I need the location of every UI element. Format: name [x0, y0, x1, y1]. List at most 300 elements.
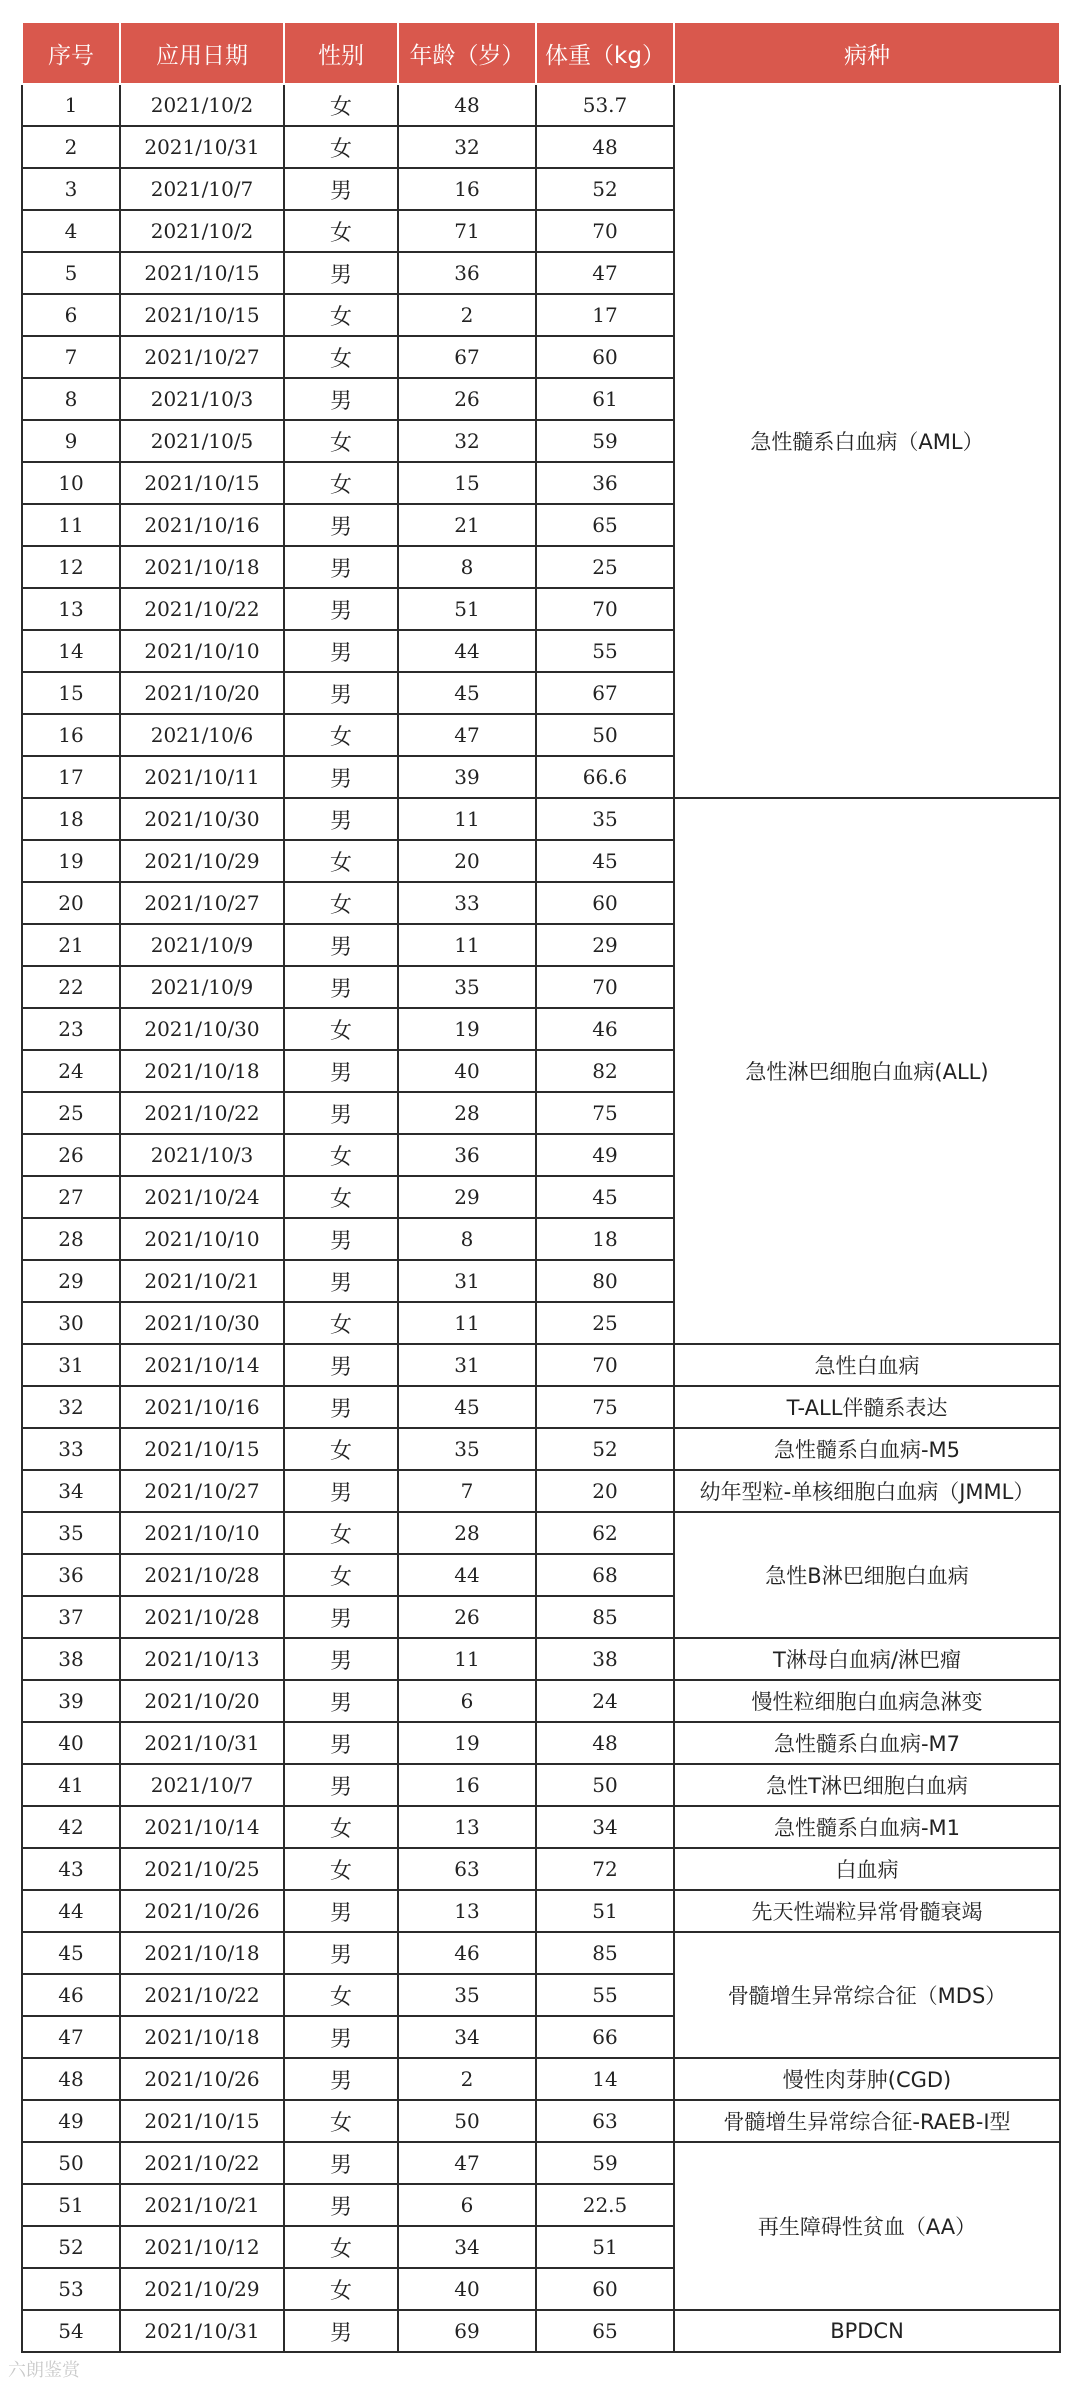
row-index-cell: 47 — [22, 2016, 120, 2058]
row-index-cell: 25 — [22, 1092, 120, 1134]
row-age-cell: 32 — [398, 126, 536, 168]
row-index-cell: 22 — [22, 966, 120, 1008]
table-row — [22, 1386, 1060, 1428]
row-sex-cell: 男 — [284, 168, 398, 210]
row-weight-cell: 45 — [536, 840, 674, 882]
row-age-cell: 16 — [398, 1764, 536, 1806]
row-weight-cell: 45 — [536, 1176, 674, 1218]
row-weight-cell: 62 — [536, 1512, 674, 1554]
row-sex-cell: 女 — [284, 336, 398, 378]
row-disease-cell: 再生障碍性贫血（AA） — [674, 2142, 1060, 2310]
row-age-cell: 28 — [398, 1092, 536, 1134]
table-row — [22, 1722, 1060, 1764]
row-age-cell: 2 — [398, 294, 536, 336]
row-sex-cell: 男 — [284, 756, 398, 798]
row-weight-cell: 14 — [536, 2058, 674, 2100]
row-age-cell: 8 — [398, 1218, 536, 1260]
row-age-cell: 36 — [398, 252, 536, 294]
row-sex-cell: 男 — [284, 546, 398, 588]
row-disease-cell: 急性淋巴细胞白血病(ALL) — [674, 798, 1060, 1344]
row-age-cell: 31 — [398, 1260, 536, 1302]
row-disease-cell: 慢性粒细胞白血病急淋变 — [674, 1680, 1060, 1722]
table-row — [22, 2100, 1060, 2142]
row-disease-cell: T淋母白血病/淋巴瘤 — [674, 1638, 1060, 1680]
row-weight-cell: 82 — [536, 1050, 674, 1092]
row-sex-cell: 女 — [284, 1974, 398, 2016]
row-date-cell: 2021/10/6 — [120, 714, 284, 756]
row-date-cell: 2021/10/12 — [120, 2226, 284, 2268]
table-row — [22, 1428, 1060, 1470]
row-sex-cell: 男 — [284, 2058, 398, 2100]
row-date-cell: 2021/10/18 — [120, 546, 284, 588]
row-sex-cell: 女 — [284, 126, 398, 168]
table-row — [22, 84, 1060, 126]
table-row — [22, 1890, 1060, 1932]
row-sex-cell: 男 — [284, 1050, 398, 1092]
row-disease-cell: 急性T淋巴细胞白血病 — [674, 1764, 1060, 1806]
row-disease-cell: 骨髓增生异常综合征-RAEB-I型 — [674, 2100, 1060, 2142]
row-age-cell: 26 — [398, 378, 536, 420]
row-sex-cell: 男 — [284, 1596, 398, 1638]
row-sex-cell: 女 — [284, 2226, 398, 2268]
row-weight-cell: 70 — [536, 1344, 674, 1386]
row-age-cell: 16 — [398, 168, 536, 210]
row-index-cell: 51 — [22, 2184, 120, 2226]
row-age-cell: 11 — [398, 1302, 536, 1344]
row-index-cell: 46 — [22, 1974, 120, 2016]
row-sex-cell: 男 — [284, 1890, 398, 1932]
row-index-cell: 43 — [22, 1848, 120, 1890]
row-disease-cell: 急性髓系白血病-M1 — [674, 1806, 1060, 1848]
row-index-cell: 28 — [22, 1218, 120, 1260]
row-date-cell: 2021/10/27 — [120, 1470, 284, 1512]
row-disease-cell: 急性白血病 — [674, 1344, 1060, 1386]
row-age-cell: 36 — [398, 1134, 536, 1176]
row-sex-cell: 女 — [284, 840, 398, 882]
row-age-cell: 31 — [398, 1344, 536, 1386]
row-disease-cell: 急性髓系白血病-M5 — [674, 1428, 1060, 1470]
row-age-cell: 13 — [398, 1890, 536, 1932]
row-sex-cell: 女 — [284, 1134, 398, 1176]
row-date-cell: 2021/10/10 — [120, 630, 284, 672]
table-body — [22, 84, 1060, 2352]
row-sex-cell: 男 — [284, 630, 398, 672]
row-weight-cell: 20 — [536, 1470, 674, 1512]
row-age-cell: 50 — [398, 2100, 536, 2142]
row-weight-cell: 60 — [536, 336, 674, 378]
row-weight-cell: 75 — [536, 1092, 674, 1134]
row-age-cell: 15 — [398, 462, 536, 504]
row-disease-cell: 先天性端粒异常骨髓衰竭 — [674, 1890, 1060, 1932]
row-index-cell: 27 — [22, 1176, 120, 1218]
row-index-cell: 14 — [22, 630, 120, 672]
header-disease: 病种 — [674, 22, 1060, 84]
row-age-cell: 29 — [398, 1176, 536, 1218]
row-index-cell: 21 — [22, 924, 120, 966]
row-index-cell: 1 — [22, 84, 120, 126]
row-sex-cell: 男 — [284, 2310, 398, 2352]
table-row — [22, 2310, 1060, 2352]
row-weight-cell: 70 — [536, 966, 674, 1008]
row-index-cell: 54 — [22, 2310, 120, 2352]
row-weight-cell: 46 — [536, 1008, 674, 1050]
row-index-cell: 52 — [22, 2226, 120, 2268]
row-index-cell: 10 — [22, 462, 120, 504]
row-sex-cell: 女 — [284, 882, 398, 924]
row-age-cell: 48 — [398, 84, 536, 126]
table-header-row — [22, 22, 1060, 84]
row-index-cell: 29 — [22, 1260, 120, 1302]
row-date-cell: 2021/10/16 — [120, 504, 284, 546]
row-age-cell: 6 — [398, 2184, 536, 2226]
row-weight-cell: 25 — [536, 1302, 674, 1344]
row-age-cell: 7 — [398, 1470, 536, 1512]
row-index-cell: 7 — [22, 336, 120, 378]
row-sex-cell: 女 — [284, 1512, 398, 1554]
row-index-cell: 40 — [22, 1722, 120, 1764]
row-disease-cell: 急性髓系白血病-M7 — [674, 1722, 1060, 1764]
row-index-cell: 34 — [22, 1470, 120, 1512]
row-index-cell: 50 — [22, 2142, 120, 2184]
table-row — [22, 1932, 1060, 1974]
row-index-cell: 35 — [22, 1512, 120, 1554]
row-weight-cell: 61 — [536, 378, 674, 420]
row-weight-cell: 48 — [536, 126, 674, 168]
row-date-cell: 2021/10/7 — [120, 168, 284, 210]
table-row — [22, 798, 1060, 840]
row-sex-cell: 女 — [284, 2268, 398, 2310]
row-sex-cell: 女 — [284, 1806, 398, 1848]
row-age-cell: 20 — [398, 840, 536, 882]
row-weight-cell: 38 — [536, 1638, 674, 1680]
row-sex-cell: 男 — [284, 798, 398, 840]
row-age-cell: 19 — [398, 1722, 536, 1764]
row-age-cell: 13 — [398, 1806, 536, 1848]
row-weight-cell: 67 — [536, 672, 674, 714]
row-weight-cell: 68 — [536, 1554, 674, 1596]
row-date-cell: 2021/10/21 — [120, 1260, 284, 1302]
row-sex-cell: 女 — [284, 294, 398, 336]
row-date-cell: 2021/10/9 — [120, 966, 284, 1008]
row-age-cell: 35 — [398, 1974, 536, 2016]
row-sex-cell: 女 — [284, 1554, 398, 1596]
row-date-cell: 2021/10/26 — [120, 2058, 284, 2100]
row-sex-cell: 女 — [284, 1428, 398, 1470]
row-date-cell: 2021/10/30 — [120, 1302, 284, 1344]
row-index-cell: 5 — [22, 252, 120, 294]
row-date-cell: 2021/10/24 — [120, 1176, 284, 1218]
row-weight-cell: 22.5 — [536, 2184, 674, 2226]
row-age-cell: 40 — [398, 2268, 536, 2310]
row-index-cell: 18 — [22, 798, 120, 840]
header-index: 序号 — [22, 22, 120, 84]
row-date-cell: 2021/10/27 — [120, 336, 284, 378]
row-weight-cell: 66.6 — [536, 756, 674, 798]
row-weight-cell: 75 — [536, 1386, 674, 1428]
row-weight-cell: 50 — [536, 1764, 674, 1806]
row-date-cell: 2021/10/28 — [120, 1554, 284, 1596]
row-age-cell: 32 — [398, 420, 536, 462]
table-row — [22, 1806, 1060, 1848]
row-date-cell: 2021/10/29 — [120, 2268, 284, 2310]
row-weight-cell: 80 — [536, 1260, 674, 1302]
row-index-cell: 38 — [22, 1638, 120, 1680]
row-index-cell: 39 — [22, 1680, 120, 1722]
row-date-cell: 2021/10/3 — [120, 1134, 284, 1176]
row-sex-cell: 男 — [284, 1260, 398, 1302]
row-weight-cell: 36 — [536, 462, 674, 504]
table-row — [22, 1470, 1060, 1512]
row-sex-cell: 女 — [284, 462, 398, 504]
row-weight-cell: 70 — [536, 588, 674, 630]
row-age-cell: 45 — [398, 1386, 536, 1428]
table-row — [22, 1512, 1060, 1554]
row-sex-cell: 男 — [284, 672, 398, 714]
row-date-cell: 2021/10/31 — [120, 1722, 284, 1764]
row-weight-cell: 34 — [536, 1806, 674, 1848]
row-date-cell: 2021/10/21 — [120, 2184, 284, 2226]
row-date-cell: 2021/10/5 — [120, 420, 284, 462]
row-weight-cell: 35 — [536, 798, 674, 840]
row-date-cell: 2021/10/14 — [120, 1344, 284, 1386]
row-age-cell: 2 — [398, 2058, 536, 2100]
row-weight-cell: 59 — [536, 420, 674, 462]
row-date-cell: 2021/10/15 — [120, 1428, 284, 1470]
row-index-cell: 33 — [22, 1428, 120, 1470]
row-sex-cell: 女 — [284, 1302, 398, 1344]
row-date-cell: 2021/10/3 — [120, 378, 284, 420]
row-date-cell: 2021/10/31 — [120, 2310, 284, 2352]
row-age-cell: 63 — [398, 1848, 536, 1890]
row-disease-cell: 幼年型粒-单核细胞白血病（JMML） — [674, 1470, 1060, 1512]
row-date-cell: 2021/10/20 — [120, 672, 284, 714]
header-date: 应用日期 — [120, 22, 284, 84]
row-weight-cell: 52 — [536, 1428, 674, 1470]
row-date-cell: 2021/10/30 — [120, 1008, 284, 1050]
row-age-cell: 39 — [398, 756, 536, 798]
row-index-cell: 24 — [22, 1050, 120, 1092]
row-sex-cell: 男 — [284, 1680, 398, 1722]
row-sex-cell: 女 — [284, 2100, 398, 2142]
row-age-cell: 47 — [398, 714, 536, 756]
row-sex-cell: 男 — [284, 1470, 398, 1512]
row-date-cell: 2021/10/27 — [120, 882, 284, 924]
row-index-cell: 42 — [22, 1806, 120, 1848]
row-index-cell: 4 — [22, 210, 120, 252]
row-sex-cell: 男 — [284, 924, 398, 966]
row-sex-cell: 女 — [284, 1008, 398, 1050]
row-age-cell: 44 — [398, 630, 536, 672]
row-date-cell: 2021/10/29 — [120, 840, 284, 882]
row-sex-cell: 男 — [284, 1932, 398, 1974]
row-index-cell: 6 — [22, 294, 120, 336]
row-age-cell: 45 — [398, 672, 536, 714]
row-date-cell: 2021/10/18 — [120, 1050, 284, 1092]
row-date-cell: 2021/10/16 — [120, 1386, 284, 1428]
row-sex-cell: 男 — [284, 1344, 398, 1386]
row-date-cell: 2021/10/15 — [120, 462, 284, 504]
row-index-cell: 49 — [22, 2100, 120, 2142]
row-sex-cell: 女 — [284, 714, 398, 756]
row-sex-cell: 男 — [284, 588, 398, 630]
row-date-cell: 2021/10/22 — [120, 1092, 284, 1134]
row-index-cell: 31 — [22, 1344, 120, 1386]
row-date-cell: 2021/10/10 — [120, 1218, 284, 1260]
row-date-cell: 2021/10/22 — [120, 1974, 284, 2016]
row-weight-cell: 18 — [536, 1218, 674, 1260]
row-sex-cell: 女 — [284, 84, 398, 126]
row-disease-cell: 白血病 — [674, 1848, 1060, 1890]
row-index-cell: 32 — [22, 1386, 120, 1428]
row-weight-cell: 59 — [536, 2142, 674, 2184]
row-index-cell: 2 — [22, 126, 120, 168]
row-sex-cell: 男 — [284, 1386, 398, 1428]
row-weight-cell: 55 — [536, 1974, 674, 2016]
row-age-cell: 34 — [398, 2016, 536, 2058]
row-sex-cell: 男 — [284, 966, 398, 1008]
row-index-cell: 30 — [22, 1302, 120, 1344]
row-date-cell: 2021/10/26 — [120, 1890, 284, 1932]
row-age-cell: 26 — [398, 1596, 536, 1638]
row-date-cell: 2021/10/28 — [120, 1596, 284, 1638]
row-date-cell: 2021/10/15 — [120, 294, 284, 336]
row-index-cell: 19 — [22, 840, 120, 882]
row-sex-cell: 男 — [284, 1092, 398, 1134]
row-index-cell: 26 — [22, 1134, 120, 1176]
row-weight-cell: 48 — [536, 1722, 674, 1764]
row-disease-cell: 急性B淋巴细胞白血病 — [674, 1512, 1060, 1638]
row-date-cell: 2021/10/10 — [120, 1512, 284, 1554]
row-weight-cell: 55 — [536, 630, 674, 672]
row-age-cell: 33 — [398, 882, 536, 924]
row-weight-cell: 51 — [536, 2226, 674, 2268]
header-sex: 性别 — [284, 22, 398, 84]
row-sex-cell: 女 — [284, 1176, 398, 1218]
row-index-cell: 20 — [22, 882, 120, 924]
row-sex-cell: 女 — [284, 420, 398, 462]
row-index-cell: 37 — [22, 1596, 120, 1638]
row-sex-cell: 男 — [284, 504, 398, 546]
row-date-cell: 2021/10/2 — [120, 210, 284, 252]
row-index-cell: 44 — [22, 1890, 120, 1932]
row-date-cell: 2021/10/18 — [120, 1932, 284, 1974]
row-sex-cell: 男 — [284, 378, 398, 420]
row-age-cell: 19 — [398, 1008, 536, 1050]
row-index-cell: 53 — [22, 2268, 120, 2310]
row-sex-cell: 男 — [284, 1764, 398, 1806]
row-index-cell: 17 — [22, 756, 120, 798]
row-age-cell: 67 — [398, 336, 536, 378]
row-weight-cell: 29 — [536, 924, 674, 966]
patient-table — [21, 21, 1061, 2353]
row-age-cell: 35 — [398, 966, 536, 1008]
row-weight-cell: 66 — [536, 2016, 674, 2058]
row-age-cell: 44 — [398, 1554, 536, 1596]
row-date-cell: 2021/10/15 — [120, 2100, 284, 2142]
row-sex-cell: 女 — [284, 210, 398, 252]
row-weight-cell: 47 — [536, 252, 674, 294]
row-disease-cell: 慢性肉芽肿(CGD) — [674, 2058, 1060, 2100]
row-weight-cell: 85 — [536, 1596, 674, 1638]
table-row — [22, 1848, 1060, 1890]
row-date-cell: 2021/10/30 — [120, 798, 284, 840]
row-index-cell: 13 — [22, 588, 120, 630]
row-date-cell: 2021/10/25 — [120, 1848, 284, 1890]
row-weight-cell: 52 — [536, 168, 674, 210]
row-age-cell: 69 — [398, 2310, 536, 2352]
row-age-cell: 28 — [398, 1512, 536, 1554]
row-age-cell: 46 — [398, 1932, 536, 1974]
row-weight-cell: 70 — [536, 210, 674, 252]
row-sex-cell: 男 — [284, 1638, 398, 1680]
row-sex-cell: 男 — [284, 2016, 398, 2058]
row-weight-cell: 17 — [536, 294, 674, 336]
row-index-cell: 41 — [22, 1764, 120, 1806]
row-age-cell: 71 — [398, 210, 536, 252]
row-disease-cell: BPDCN — [674, 2310, 1060, 2352]
row-weight-cell: 72 — [536, 1848, 674, 1890]
row-age-cell: 8 — [398, 546, 536, 588]
row-index-cell: 8 — [22, 378, 120, 420]
row-sex-cell: 男 — [284, 1218, 398, 1260]
table-row — [22, 1638, 1060, 1680]
row-date-cell: 2021/10/15 — [120, 252, 284, 294]
row-weight-cell: 85 — [536, 1932, 674, 1974]
row-weight-cell: 25 — [536, 546, 674, 588]
row-weight-cell: 60 — [536, 882, 674, 924]
row-sex-cell: 男 — [284, 252, 398, 294]
row-date-cell: 2021/10/22 — [120, 2142, 284, 2184]
row-age-cell: 11 — [398, 798, 536, 840]
row-weight-cell: 63 — [536, 2100, 674, 2142]
row-index-cell: 3 — [22, 168, 120, 210]
row-disease-cell: T-ALL伴髓系表达 — [674, 1386, 1060, 1428]
row-age-cell: 21 — [398, 504, 536, 546]
row-weight-cell: 65 — [536, 2310, 674, 2352]
row-sex-cell: 男 — [284, 2184, 398, 2226]
row-date-cell: 2021/10/22 — [120, 588, 284, 630]
row-weight-cell: 65 — [536, 504, 674, 546]
row-age-cell: 47 — [398, 2142, 536, 2184]
row-index-cell: 11 — [22, 504, 120, 546]
row-weight-cell: 50 — [536, 714, 674, 756]
row-sex-cell: 女 — [284, 1848, 398, 1890]
row-age-cell: 51 — [398, 588, 536, 630]
row-date-cell: 2021/10/2 — [120, 84, 284, 126]
row-index-cell: 45 — [22, 1932, 120, 1974]
row-index-cell: 48 — [22, 2058, 120, 2100]
header-age: 年龄（岁） — [398, 22, 536, 84]
row-date-cell: 2021/10/9 — [120, 924, 284, 966]
row-index-cell: 16 — [22, 714, 120, 756]
row-index-cell: 36 — [22, 1554, 120, 1596]
table-row — [22, 2142, 1060, 2184]
row-index-cell: 9 — [22, 420, 120, 462]
row-date-cell: 2021/10/31 — [120, 126, 284, 168]
row-date-cell: 2021/10/13 — [120, 1638, 284, 1680]
row-age-cell: 11 — [398, 1638, 536, 1680]
header-weight: 体重（kg） — [536, 22, 674, 84]
row-date-cell: 2021/10/14 — [120, 1806, 284, 1848]
row-weight-cell: 49 — [536, 1134, 674, 1176]
row-sex-cell: 男 — [284, 2142, 398, 2184]
watermark: 六朗鉴赏 — [8, 2360, 80, 2381]
patient-table-container — [21, 21, 1059, 2353]
row-date-cell: 2021/10/11 — [120, 756, 284, 798]
table-row — [22, 2058, 1060, 2100]
table-row — [22, 1764, 1060, 1806]
row-sex-cell: 男 — [284, 1722, 398, 1764]
